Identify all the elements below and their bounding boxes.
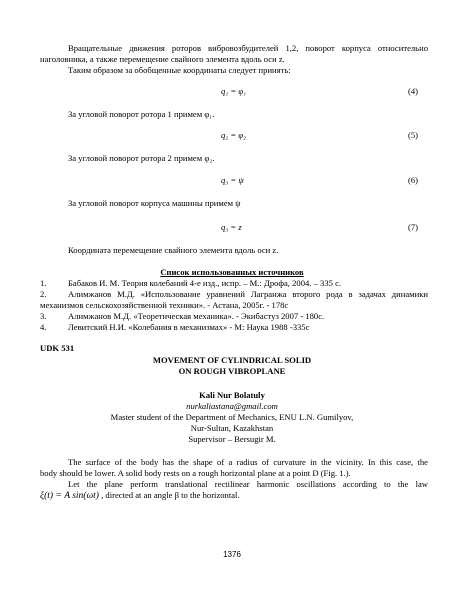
supervisor: Supervisor – Bersugir M. — [188, 434, 276, 444]
udk-code: UDK 531 — [40, 343, 75, 353]
reference-number: 4. — [40, 322, 47, 332]
paragraph-line: Вращательные движения роторов вибровозбудителей 1,2, поворот корпуса относительно — [68, 43, 428, 53]
author-location: Nur-Sultan, Kazakhstan — [190, 423, 274, 433]
author-name: Kali Nur Bolatuly — [199, 390, 265, 400]
equation-number: (4) — [408, 86, 419, 96]
reference-item: Алимжанов М.Д. «Теоретическая механика». - Экибастуз 2007 - 180с. — [68, 311, 325, 321]
paragraph-line: Координата перемещение свайного элемента вдоль оси z. — [68, 245, 279, 255]
body-line: body should be lower. A solid body rests on a rough horizontal plane at a point D (Fig. 1.). — [40, 468, 351, 478]
article-title-line: MOVEMENT OF CYLINDRICAL SOLID — [152, 355, 312, 365]
body-line: The surface of the body has the shape of a radius of curvature in the vicinity. In this case, the — [68, 457, 428, 467]
author-affiliation: Master student of the Department of Mechanics, ENU L.N. Gumilyov, — [110, 412, 354, 422]
equation: q₃ = ψ — [221, 175, 244, 185]
paragraph-line: Таким образом за обобщенные координаты следует принять: — [68, 65, 291, 75]
equation-number: (5) — [408, 130, 419, 140]
reference-number: 2. — [40, 289, 47, 299]
page-number: 1376 — [223, 550, 241, 559]
equation: q₂ = φ₂ — [221, 130, 247, 140]
reference-number: 3. — [40, 311, 47, 321]
paragraph-line: наголовника, а также перемещение свайного элемента вдоль оси z. — [40, 54, 285, 64]
equation-number: (6) — [408, 175, 419, 185]
paragraph-line: За угловой поворот ротора 1 примем φ₁. — [68, 109, 215, 119]
author-email: nurkaliastana@gmail.com — [186, 401, 278, 411]
references-heading: Список использованных источников — [160, 267, 304, 277]
reference-item: Алимжанов М.Д. «Использование уравнений Лагранжа второго рода в задачах динамики — [68, 289, 428, 299]
law-formula: ξ(t) = A sin(ωt) — [40, 491, 99, 501]
equation-number: (7) — [408, 222, 419, 232]
reference-item-continuation: механизмов сельскохозяйственной техники». - Астана, 2005г. - 178с — [40, 300, 289, 310]
reference-item: Левитский Н.И. «Колебания в механизмах» - М: Наука 1988 -335с — [68, 322, 310, 332]
equation: q₁ = φ₁ — [221, 86, 247, 96]
article-title-line: ON ROUGH VIBROPLANE — [178, 366, 286, 376]
body-line: Let the plane perform translational rectilinear harmonic oscillations according to the law — [68, 479, 428, 489]
paragraph-line: За угловой поворот корпуса машины примем ψ — [68, 198, 241, 208]
reference-number: 1. — [40, 278, 47, 288]
body-line-rest: , directed at an angle β to the horizontal. — [98, 490, 240, 500]
reference-item: Бабаков И. М. Теория колебаний 4-е изд., испр. – М.: Дрофа, 2004. – 335 с. — [68, 278, 342, 288]
body-line — [40, 490, 240, 502]
paragraph-line: За угловой поворот ротора 2 примем φ₂. — [68, 153, 215, 163]
equation: q₃ = z — [221, 222, 242, 232]
